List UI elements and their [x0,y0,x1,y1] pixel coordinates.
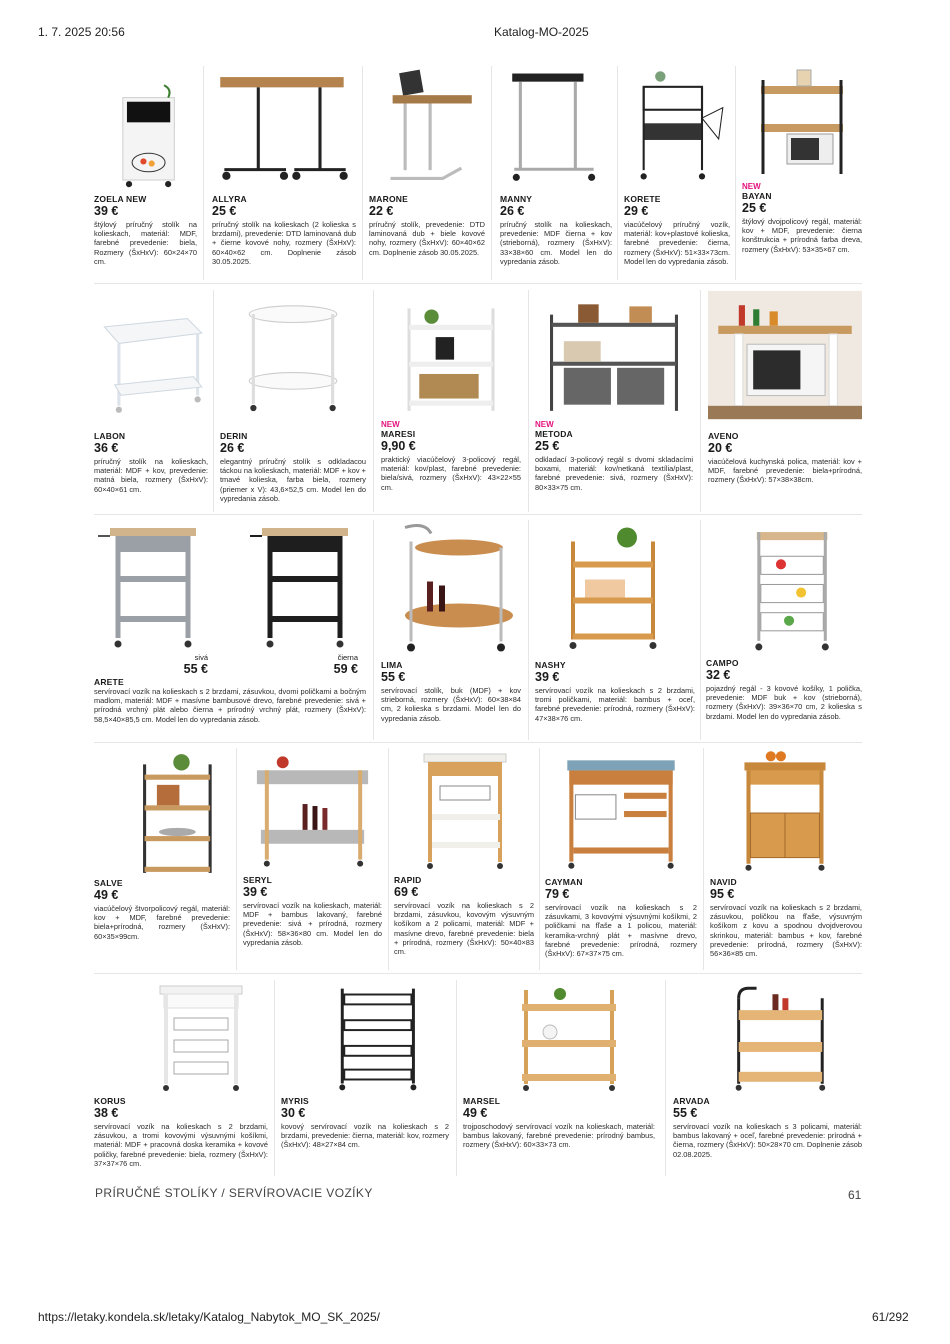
product-price: 25 € [212,204,237,218]
product-image [220,290,366,428]
product-description: servírovací vozík na kolieskach s 2 brzdami, zásuvkou, kovovým výsuvným košíkom a 2 policami, materiál: MDF + masívne drevo, farebné prevedenie: biela + prírodná, rozmery (ŠxHxV): 50×40×83 cm. [394,901,534,957]
column-divider [388,748,389,970]
product-card-labon[interactable] [94,290,208,512]
new-badge: NEW [535,420,554,429]
product-card-arvada[interactable] [673,980,862,1180]
product-card-bayan[interactable] [742,66,862,282]
new-badge: NEW [742,182,761,191]
product-name: SALVE [94,878,123,888]
catalog-page-number: 61 [848,1188,862,1202]
product-image [673,980,862,1094]
product-card-lima[interactable] [381,520,521,740]
product-name: CAYMAN [545,877,583,887]
product-image [381,290,521,418]
product-image [535,290,693,418]
product-price: 39 € [535,670,560,684]
product-price: 49 € [94,888,119,902]
product-card-marone[interactable] [369,66,485,282]
column-divider [456,980,457,1176]
print-datetime: 1. 7. 2025 20:56 [38,25,125,39]
product-name: BAYAN [742,191,772,201]
column-divider [491,66,492,280]
column-divider [735,66,736,280]
column-divider [539,748,540,970]
product-description: servírovací stolík, buk (MDF) + kov strieborná, rozmery (ŠxHxV): 60×38×84 cm, 2 kolieska s brzdami. Model len do vypredania zásob. [381,686,521,723]
product-image [463,980,655,1094]
product-name: NAVID [710,877,737,887]
variant-grey [154,653,208,676]
product-card-campo[interactable] [706,520,862,740]
product-price: 9,90 € [381,439,416,453]
variant-label: čierna [337,653,358,662]
product-price: 79 € [545,887,570,901]
product-name: MYRIS [281,1096,309,1106]
column-divider [373,290,374,512]
row-divider [94,742,862,743]
product-card-allyra[interactable] [212,66,356,282]
product-image [94,66,197,191]
product-image [94,980,268,1094]
product-image [212,66,356,191]
product-description: odkladací 3-policový regál s dvomi skladacími boxami, materiál: kov/netkaná textília/plast, farebné prevedenie: sivá, rozmery (ŠxHxV): 80×33×75 cm. [535,455,693,492]
column-divider [274,980,275,1176]
product-name: NASHY [535,660,566,670]
product-name: MANNY [500,194,533,204]
product-card-arete[interactable] [94,520,366,740]
product-description: servírovací vozík na kolieskach s 2 zásuvkami, 3 kovovými výsuvnými košíkmi, 2 poličkami na fľaše a 1 policou, materiál: keramika-vrchný plát + masívne drevo, farebné prevedenie: prírodná, rozmery (ŠxHxV): 67×37×75 cm. [545,903,697,959]
product-image [708,290,862,420]
product-image [710,748,862,874]
product-card-zoela[interactable] [94,66,197,282]
product-name: ZOELA NEW [94,194,147,204]
column-divider [617,66,618,280]
product-price: 49 € [463,1106,488,1120]
product-name: MARSEL [463,1096,501,1106]
product-card-metoda[interactable] [535,290,693,512]
product-image [500,66,612,191]
column-divider [528,290,529,512]
product-name: ALLYRA [212,194,247,204]
product-image [94,748,230,876]
product-image [624,66,730,191]
product-description: príručný stolík na kolieskach, prevedenie: MDF čierna + kov (strieborná), rozmery (ŠxHxV): 33×38×60 cm. Model len do vypredania zásob. [500,220,612,266]
product-description: servírovací vozík na kolieskach s 2 brzdami, tromi poličkami, materiál: bambus + oceľ, farebné prevedenie: prírodná, rozmery (ŠxHxV): 47×38×76 cm. [535,686,695,723]
product-card-navid[interactable] [710,748,862,970]
product-price: 22 € [369,204,394,218]
product-name: CAMPO [706,658,739,668]
product-card-cayman[interactable] [545,748,697,970]
product-card-marsel[interactable] [463,980,655,1180]
product-price: 55 € [381,670,406,684]
product-description: servírovací vozík na kolieskach, materiál: MDF + bambus lakovaný, farebné prevedenie: sivá + prírodná, rozmery (ŠxHxV): 58×36×80 cm. Model len do vypredania zásob. [243,901,382,947]
product-name: DERIN [220,431,248,441]
column-divider [362,66,363,280]
product-card-rapid[interactable] [394,748,534,970]
product-price: 39 € [94,204,119,218]
product-image [394,748,534,872]
product-card-maresi[interactable] [381,290,521,512]
column-divider [703,748,704,970]
column-divider [203,66,204,280]
product-image [281,980,449,1094]
product-name: ARETE [94,677,124,687]
product-description: príručný stolík na kolieskach, materiál: MDF + kov, prevedenie: matná biela, rozmery (ŠxHxV): 60×40×61 cm. [94,457,208,494]
product-card-korete[interactable] [624,66,730,282]
product-description: štýlový príručný stolík na kolieskach, materiál: MDF, farebné prevedenie: biela, Rozmery (ŠxHxV): 60×24×70 cm. [94,220,197,266]
product-name: ARVADA [673,1096,710,1106]
product-card-seryl[interactable] [243,748,382,970]
product-description: servírovací vozík na kolieskach s 2 brzdami, zásuvkou, poličkou na fľaše, výsuvným košíkom z kovu a spodnou dvojdverovou skrinkou, materiál: bambus + kov, farebné prevedenie: prírodná, rozmery (ŠxHxV): 56×36×85 cm. [710,903,862,959]
product-card-korus[interactable] [94,980,268,1180]
product-image [94,290,208,428]
product-image [243,748,382,872]
column-divider [665,980,666,1176]
product-image [742,66,862,181]
print-document-title: Katalog-MO-2025 [494,25,589,39]
column-divider [373,520,374,740]
product-description: viacúčelový príručný vozík, materiál: kov+plastové kolieska, farebné prevedenie: čierna, rozmery (ŠxHxV): 51×33×73cm. Model len do vypredania zásob. [624,220,730,266]
product-description: štýlový dvojpolicový regál, materiál: kov + MDF, prevedenie: čierna konštrukcia + prírodná farba dreva, rozmery (ŠxHxV): 53×35×67 cm. [742,217,862,254]
product-price: 36 € [94,441,119,455]
product-price: 39 € [243,885,268,899]
product-price: 20 € [708,441,733,455]
product-price: 29 € [624,204,649,218]
product-name: MARONE [369,194,408,204]
product-price: 26 € [500,204,525,218]
column-divider [528,520,529,740]
product-price: 30 € [281,1106,306,1120]
column-divider [700,520,701,740]
product-card-manny[interactable] [500,66,612,282]
product-card-derin[interactable] [220,290,366,512]
product-card-salve[interactable] [94,748,230,970]
product-description: kovový servírovací vozík na kolieskach s 2 brzdami, prevedenie: čierna, materiál: kov, rozmery (ŠxHxV): 48×27×84 cm. [281,1122,449,1150]
product-name: AVENO [708,431,739,441]
product-description: trojposchodový servírovací vozík na kolieskach, materiál: bambus lakovaný, farebné prevedenie: prírodný bambus, rozmery (ŠxHxV): 60×33×73 cm. [463,1122,655,1150]
product-card-nashy[interactable] [535,520,695,740]
product-description: pojazdný regál - 3 kovové košíky, 1 polička, prevedenie: MDF buk + kov (strieborná), rozmery (ŠxHxV): 39×36×70 cm, 2 kolieska s brzdami. Model len do vypredania zásob. [706,684,862,721]
variant-label: sivá [194,653,208,662]
variant-price: 55 € [183,662,208,676]
product-description: príručný stolík na kolieskach (2 kolieska s brzdami), prevedenie: DTD laminovaná dub + čierne kovové nohy, rozmery (ŠxHxV): 60×40×62 cm. Doplnenie zásob 30.05.2025. [212,220,356,266]
product-name: MARESI [381,429,416,439]
product-price: 25 € [742,201,767,215]
product-price: 26 € [220,441,245,455]
row-divider [94,973,862,974]
product-description: viacúčelový štvorpolicový regál, materiál: kov + MDF, farebné prevedenie: biela+prírodná, rozmery (ŠxHxV): 60×35×99cm. [94,904,230,941]
product-image [369,66,485,191]
product-description: servírovací vozík na kolieskach s 3 policami, materiál: bambus lakovaný + oceľ, farebné prevedenie: prírodná + čierna, rozmery (ŠxHxV): 50×28×70 cm. Doplnenie zásob 02.08.2025. [673,1122,862,1159]
product-description: elegantný príručný stolík s odkladacou táckou na kolieskach, materiál: MDF + kov + tmavé kolieska, farba biela, rozmery (priemer x V): 43,6×52,5 cm. Model len do vypredania zásob. [220,457,366,503]
print-url: https://letaky.kondela.sk/letaky/Katalog_Nabytok_MO_SK_2025/ [38,1310,380,1324]
product-description: praktický viacúčelový 3-policový regál, materiál: kov/plast, farebné prevedenie: biela/sivá, rozmery (ŠxHxV): 43×22×55 cm. [381,455,521,492]
product-name: KORETE [624,194,661,204]
product-image [706,520,862,656]
product-card-aveno[interactable] [708,290,862,512]
print-page-counter: 61/292 [872,1310,909,1324]
product-price: 38 € [94,1106,119,1120]
product-name: RAPID [394,875,422,885]
column-divider [700,290,701,512]
product-price: 55 € [673,1106,698,1120]
product-name: SERYL [243,875,273,885]
new-badge: NEW [381,420,400,429]
product-name: LIMA [381,660,403,670]
row-divider [94,514,862,515]
product-price: 25 € [535,439,560,453]
row-divider [94,283,862,284]
product-image [535,520,695,658]
product-price: 69 € [394,885,419,899]
product-description: servírovací vozík na kolieskach s 2 brzdami, zásuvkou, dvomi poličkami a bočným madlom, materiál: MDF + masívne bambusové drevo, farebné prevedenie: sivá + prírodná vrchný plát alebo čierna + prírodný vrchný plát, rozmery (ŠxHxV): 58,5×40×85,5 cm. Model len do vypredania zásob. [94,687,366,724]
product-image [381,520,521,658]
product-card-myris[interactable] [281,980,449,1180]
product-description: príručný stolík, prevedenie: DTD laminovaná dub + biele kovové nohy, rozmery (ŠxHxV): 60×40×62 cm. Doplnenie zásob 30.05.2025. [369,220,485,257]
product-name: LABON [94,431,126,441]
variant-black [304,653,358,676]
column-divider [213,290,214,512]
column-divider [236,748,237,970]
section-title: PRÍRUČNÉ STOLÍKY / SERVÍROVACIE VOZÍKY [95,1186,373,1200]
product-price: 32 € [706,668,731,682]
product-description: servírovací vozík na kolieskach s 2 brzdami, zásuvkou, a tromi kovovými výsuvnými košíkmi, materiál: MDF + pracovná doska keramika + kovové poličky, farebné prevedenie: biela, rozmery (ŠxHxV): 37×37×76 cm. [94,1122,268,1168]
product-description: viacúčelová kuchynská polica, materiál: kov + MDF, farebné prevedenie: biela+prírodná, rozmery (ŠxHxV): 57×38×38cm. [708,457,862,485]
product-name: METODA [535,429,573,439]
product-name: KORUS [94,1096,126,1106]
product-image [545,748,697,874]
product-image-black [246,520,366,650]
product-price: 95 € [710,887,735,901]
product-image-grey [94,520,214,650]
variant-price: 59 € [333,662,358,676]
